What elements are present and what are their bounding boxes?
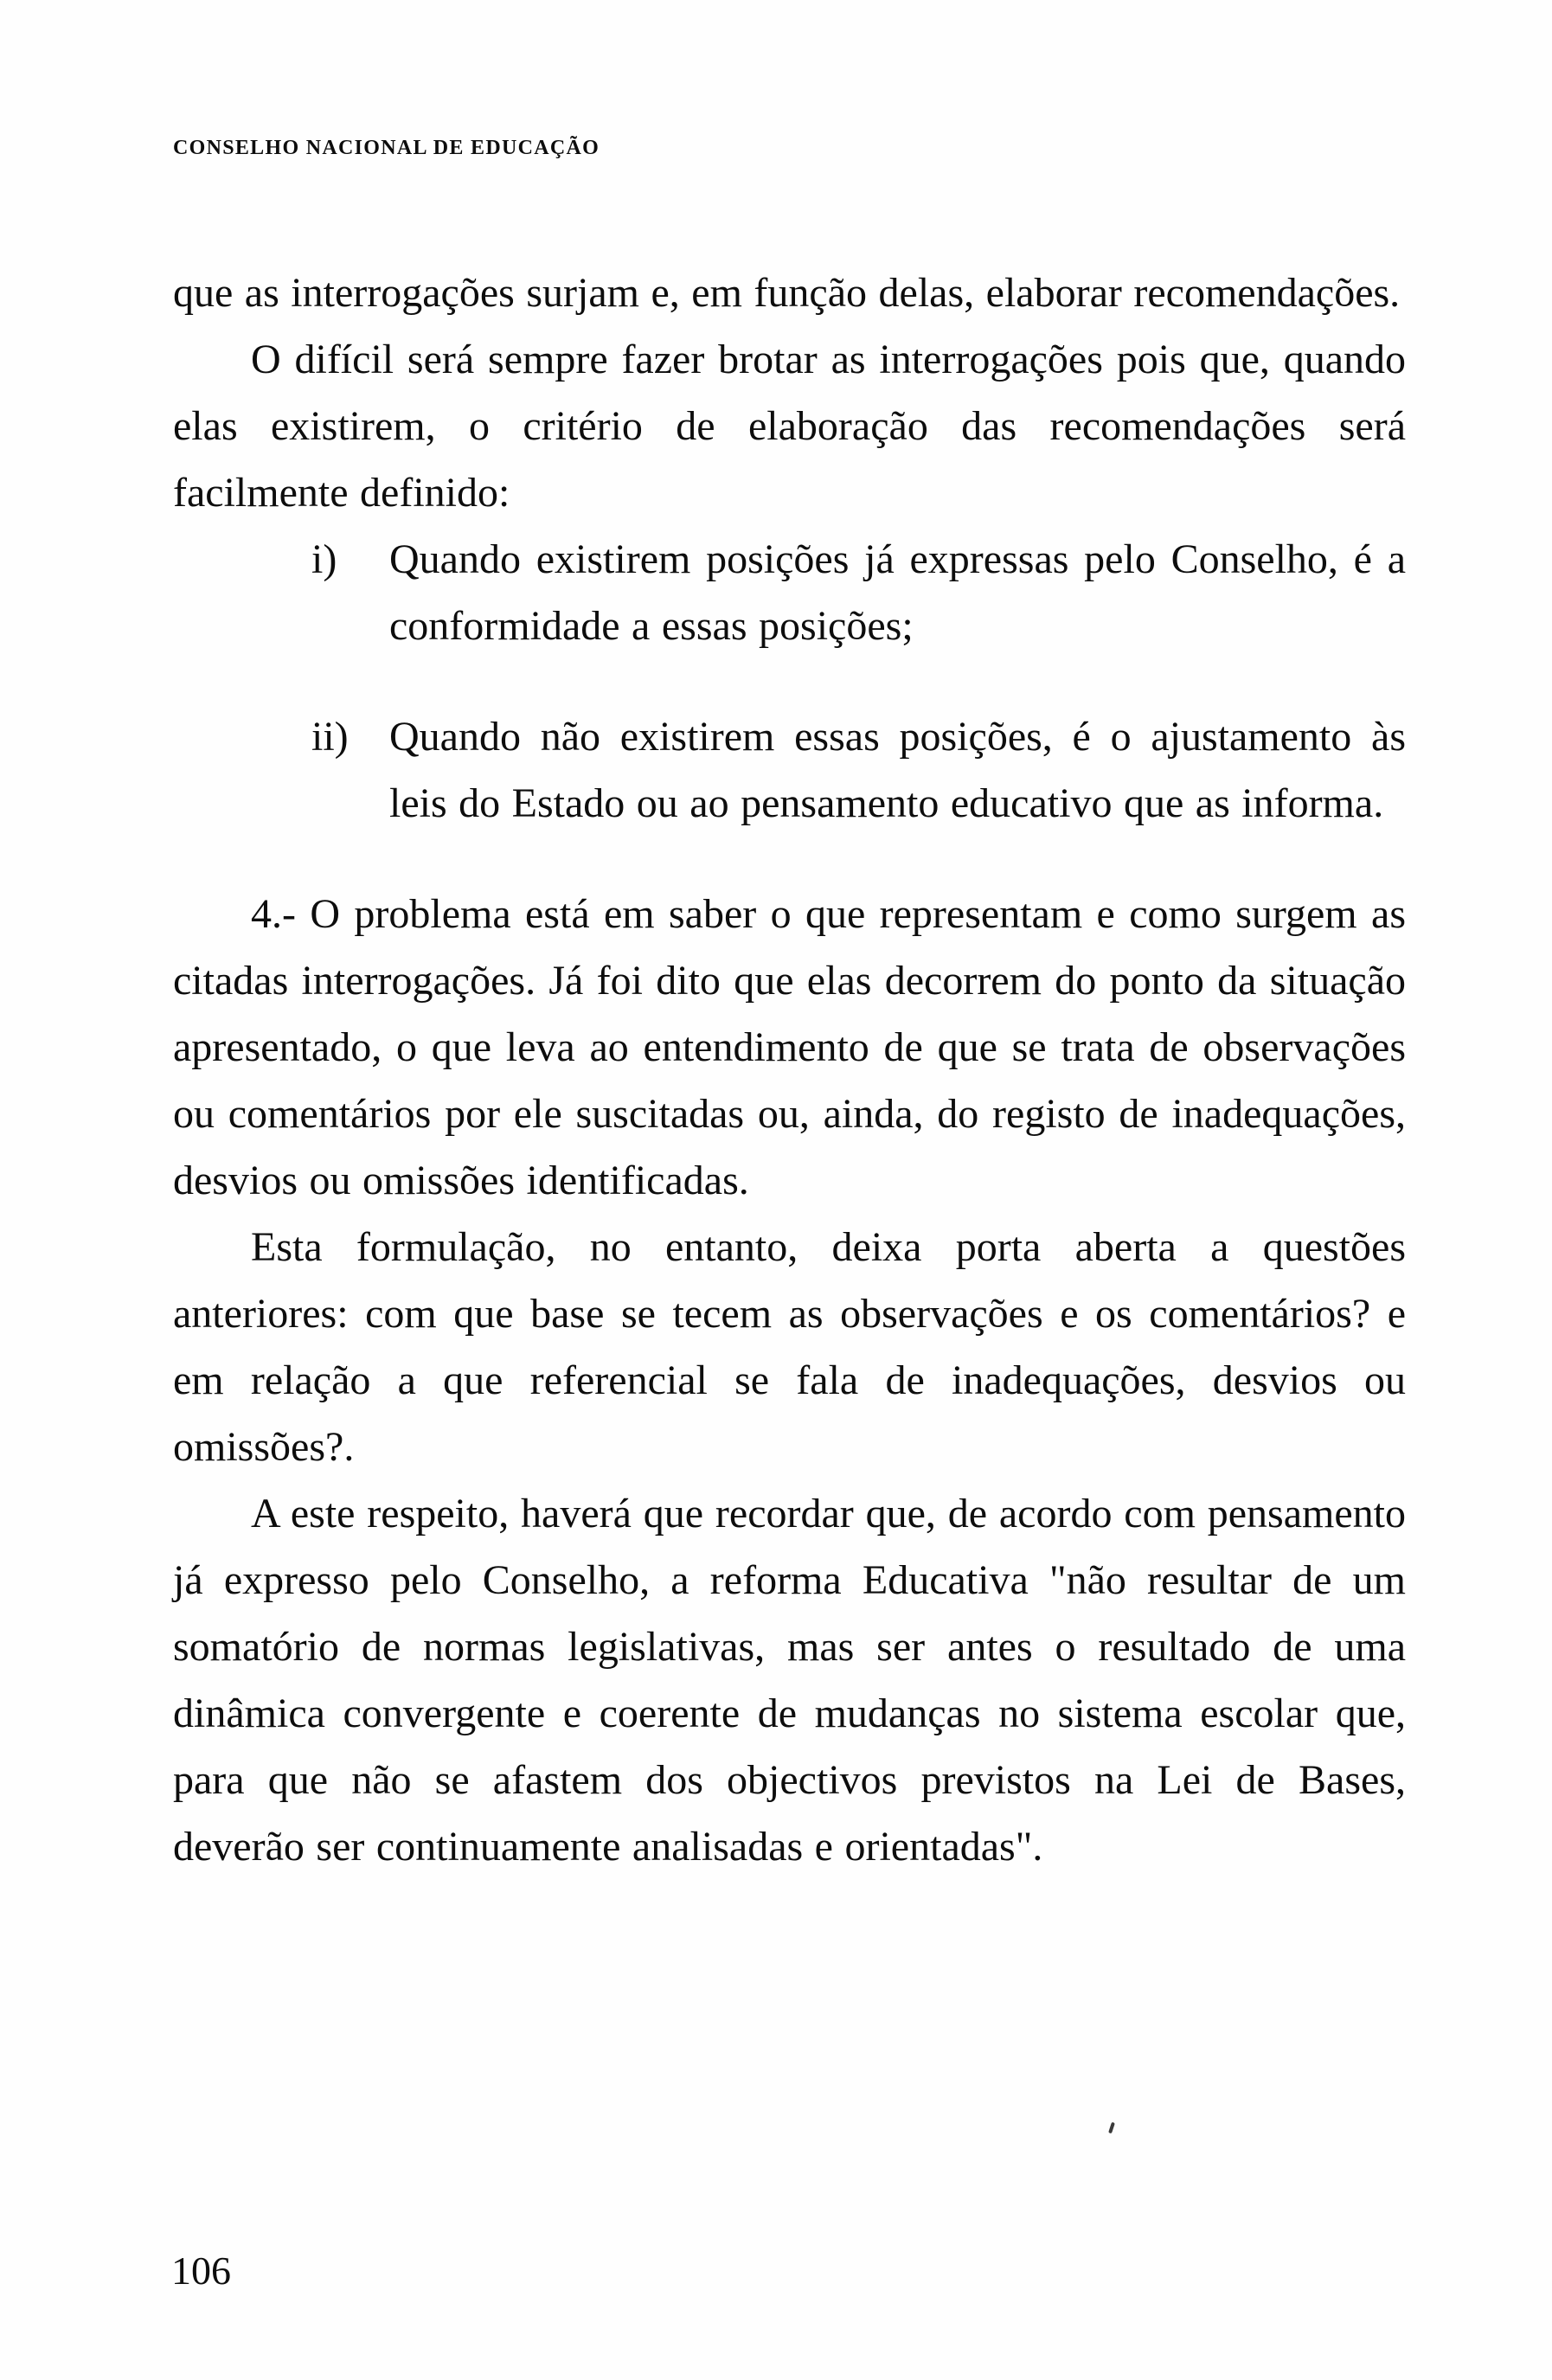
list-item-ii xyxy=(311,703,1406,837)
paragraph-formulacao: Esta formulação, no entanto, deixa porta aberta a questões anteriores: com que base se tecem as observações e os comentários? e em relação a que referencial se fala de inadequações, desvios ou omissões?. xyxy=(173,1224,1406,1470)
paragraph-continuation: que as interrogações surjam e, em função delas, elaborar recomendações. xyxy=(173,270,1401,316)
list-item-i-text: Quando existirem posições já expressas pelo Conselho, é a conformidade a essas posições; xyxy=(389,536,1406,649)
page-number: 106 xyxy=(171,2248,231,2293)
page-body xyxy=(173,260,1406,1880)
list-marker-ii: ii) xyxy=(311,714,349,760)
running-header: CONSELHO NACIONAL DE EDUCAÇÃO xyxy=(173,137,600,159)
scan-artifact-mark xyxy=(1108,2122,1115,2134)
paragraph-respeito: A este respeito, haverá que recordar que, de acordo com pensamento já expresso pelo Conselho, a reforma Educativa "não resultar de um somatório de normas legislativas, mas ser antes o resultado de uma dinâmica convergente e coerente de mudanças no sistema escolar que, para que não se afastem dos objectivos previstos na Lei de Bases, deverão ser continuamente analisadas e orientadas". xyxy=(173,1491,1406,1870)
list-item-ii-text: Quando não existirem essas posições, é o ajustamento às leis do Estado ou ao pensamento educativo que as informa. xyxy=(389,714,1406,826)
list-item-i xyxy=(311,526,1406,659)
list-marker-i: i) xyxy=(311,536,337,582)
roman-numeral-list xyxy=(173,526,1406,837)
paragraph-numbered-4: 4.- O problema está em saber o que representam e como surgem as citadas interrogações. Já foi dito que elas decorrem do ponto da situação apresentado, o que leva ao entendimento de que se trata de observações ou comentários por ele suscitadas ou, ainda, do registo de inadequações, desvios ou omissões identificadas. xyxy=(173,891,1406,1203)
paragraph-intro: O difícil será sempre fazer brotar as interrogações pois que, quando elas existirem, o critério de elaboração das recomendações será facilmente definido: xyxy=(173,337,1406,516)
